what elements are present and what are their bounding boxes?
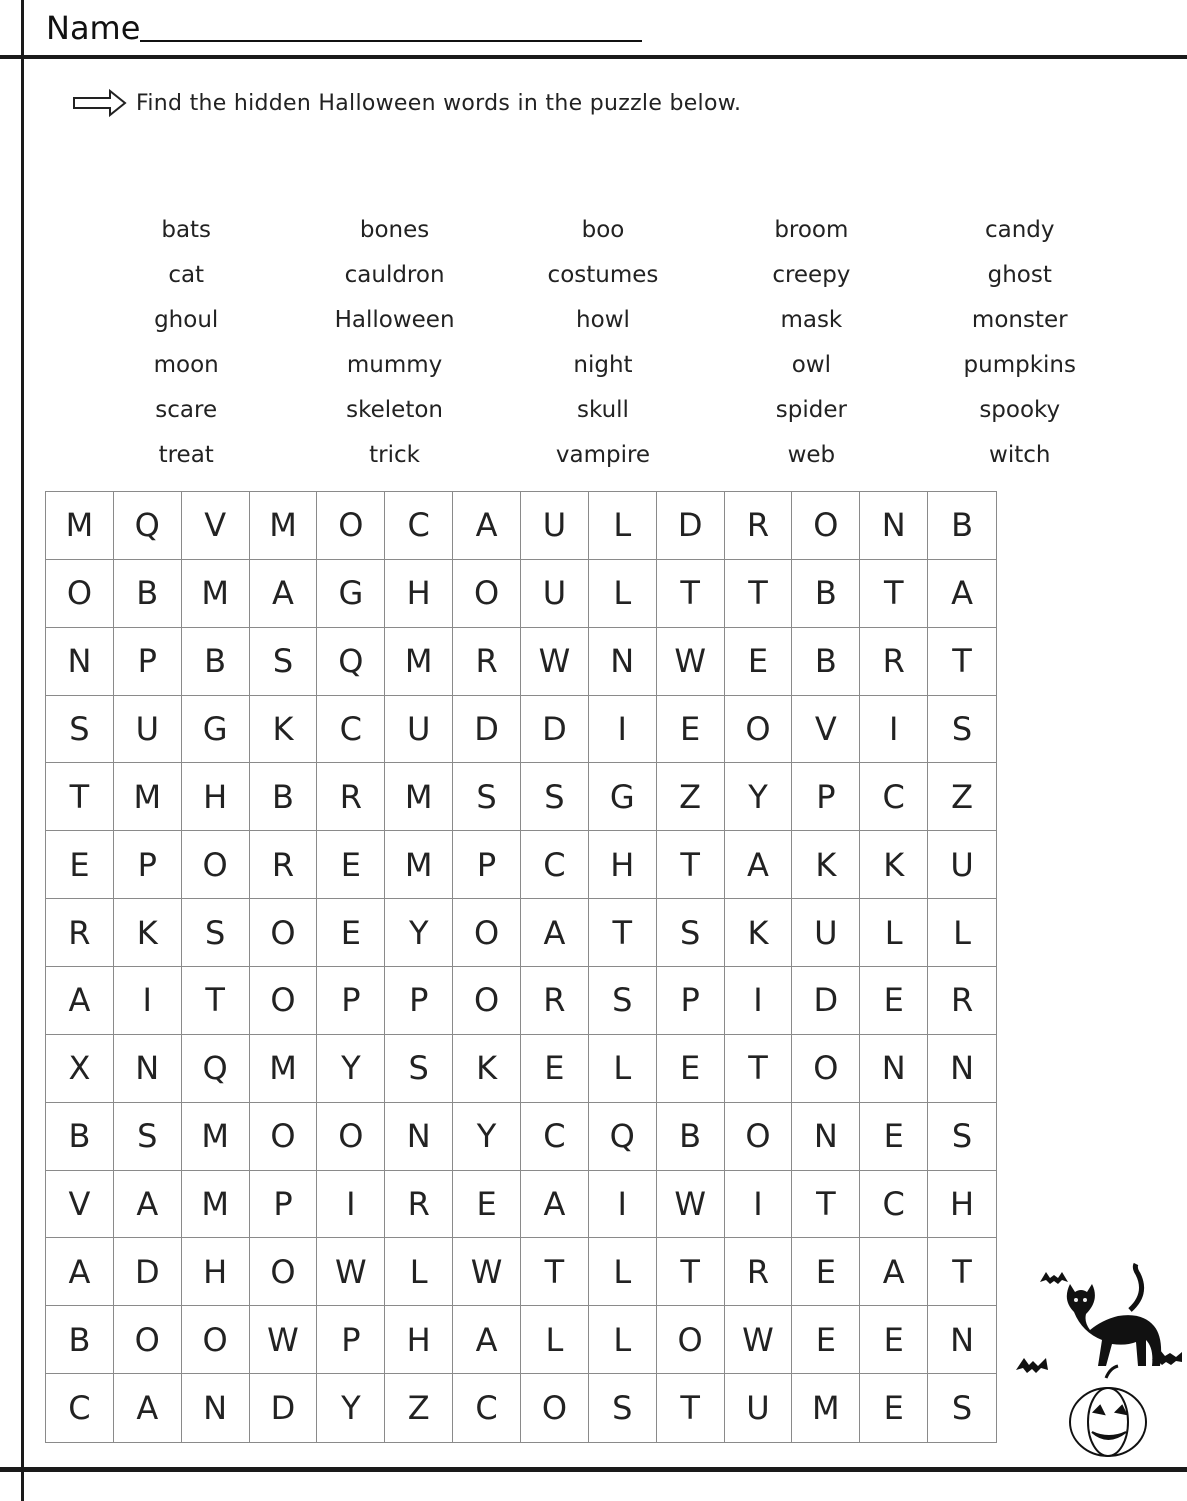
grid-cell[interactable]: L xyxy=(385,1238,453,1306)
grid-cell[interactable]: R xyxy=(860,628,928,696)
word-bank-item: cauldron xyxy=(344,262,445,288)
word-bank xyxy=(82,208,1124,478)
word-bank-item: spider xyxy=(775,397,847,423)
word-bank-item: ghoul xyxy=(154,307,219,333)
grid-cell[interactable]: S xyxy=(453,763,521,831)
word-bank-item: mummy xyxy=(346,352,443,378)
grid-cell[interactable]: S xyxy=(589,967,657,1035)
grid-cell[interactable]: R xyxy=(521,967,589,1035)
word-bank-item: creepy xyxy=(772,262,851,288)
grid-cell[interactable]: A xyxy=(725,831,793,899)
grid-cell[interactable]: I xyxy=(589,1171,657,1239)
grid-cell[interactable]: P xyxy=(317,967,385,1035)
grid-cell[interactable]: D xyxy=(792,967,860,1035)
left-margin-rule xyxy=(21,0,24,1501)
grid-cell[interactable]: M xyxy=(385,763,453,831)
word-bank-item: skeleton xyxy=(346,397,443,423)
grid-cell[interactable]: S xyxy=(521,763,589,831)
grid-cell[interactable]: E xyxy=(725,628,793,696)
grid-cell[interactable]: B xyxy=(792,560,860,628)
grid-cell[interactable]: T xyxy=(725,1035,793,1103)
grid-cell[interactable]: B xyxy=(792,628,860,696)
grid-cell[interactable]: W xyxy=(657,628,725,696)
grid-cell[interactable]: C xyxy=(860,1171,928,1239)
grid-cell[interactable]: L xyxy=(589,492,657,560)
grid-cell[interactable]: U xyxy=(521,492,589,560)
grid-cell[interactable]: S xyxy=(589,1374,657,1442)
grid-cell[interactable]: C xyxy=(46,1374,114,1442)
grid-cell[interactable]: Q xyxy=(114,492,182,560)
grid-cell[interactable]: P xyxy=(657,967,725,1035)
grid-cell[interactable]: A xyxy=(46,967,114,1035)
grid-cell[interactable]: W xyxy=(657,1171,725,1239)
grid-cell[interactable]: A xyxy=(453,1306,521,1374)
name-write-line[interactable] xyxy=(140,40,642,42)
grid-cell[interactable]: T xyxy=(657,831,725,899)
grid-cell[interactable]: I xyxy=(725,1171,793,1239)
word-bank-item: moon xyxy=(153,352,219,378)
grid-cell[interactable]: O xyxy=(792,1035,860,1103)
grid-cell[interactable]: N xyxy=(860,1035,928,1103)
grid-cell[interactable]: P xyxy=(114,628,182,696)
grid-cell[interactable]: T xyxy=(46,763,114,831)
grid-cell[interactable]: R xyxy=(725,1238,793,1306)
grid-cell[interactable]: S xyxy=(46,696,114,764)
grid-cell[interactable]: M xyxy=(385,628,453,696)
grid-cell[interactable]: P xyxy=(317,1306,385,1374)
name-label: Name xyxy=(46,9,141,47)
word-bank-item: boo xyxy=(581,217,625,243)
grid-cell[interactable]: K xyxy=(250,696,318,764)
grid-cell[interactable]: U xyxy=(385,696,453,764)
grid-cell[interactable]: A xyxy=(114,1374,182,1442)
grid-cell[interactable]: W xyxy=(250,1306,318,1374)
grid-cell[interactable]: E xyxy=(860,1306,928,1374)
word-bank-item: web xyxy=(787,442,836,468)
grid-cell[interactable]: I xyxy=(860,696,928,764)
grid-cell[interactable]: H xyxy=(385,560,453,628)
grid-cell[interactable]: P xyxy=(114,831,182,899)
grid-cell[interactable]: W xyxy=(453,1238,521,1306)
grid-cell[interactable]: O xyxy=(250,1103,318,1171)
grid-cell[interactable]: H xyxy=(928,1171,996,1239)
grid-cell[interactable]: K xyxy=(114,899,182,967)
grid-cell[interactable]: I xyxy=(725,967,793,1035)
name-field xyxy=(46,8,642,48)
grid-cell[interactable]: L xyxy=(521,1306,589,1374)
grid-cell[interactable]: I xyxy=(589,696,657,764)
grid-cell[interactable]: C xyxy=(385,492,453,560)
grid-cell[interactable]: O xyxy=(521,1374,589,1442)
grid-cell[interactable]: O xyxy=(46,560,114,628)
grid-cell[interactable]: R xyxy=(453,628,521,696)
word-bank-item: vampire xyxy=(555,442,651,468)
grid-cell[interactable]: H xyxy=(589,831,657,899)
grid-cell[interactable]: M xyxy=(46,492,114,560)
grid-cell[interactable]: D xyxy=(657,492,725,560)
grid-cell[interactable]: A xyxy=(250,560,318,628)
grid-cell[interactable]: E xyxy=(657,696,725,764)
grid-cell[interactable]: B xyxy=(182,628,250,696)
grid-cell[interactable]: N xyxy=(46,628,114,696)
grid-cell[interactable]: T xyxy=(725,560,793,628)
word-bank-item: skull xyxy=(577,397,629,423)
grid-cell[interactable]: M xyxy=(114,763,182,831)
grid-cell[interactable]: Z xyxy=(928,763,996,831)
grid-cell[interactable]: C xyxy=(453,1374,521,1442)
grid-cell[interactable]: K xyxy=(792,831,860,899)
grid-cell[interactable]: I xyxy=(114,967,182,1035)
grid-cell[interactable]: E xyxy=(317,899,385,967)
grid-cell[interactable]: V xyxy=(792,696,860,764)
grid-cell[interactable]: C xyxy=(317,696,385,764)
grid-cell[interactable]: T xyxy=(928,1238,996,1306)
word-bank-item: witch xyxy=(989,442,1051,468)
grid-cell[interactable]: O xyxy=(250,899,318,967)
bat-icon xyxy=(1040,1272,1068,1284)
grid-cell[interactable]: E xyxy=(860,1374,928,1442)
grid-cell[interactable]: S xyxy=(657,899,725,967)
grid-cell[interactable]: H xyxy=(385,1306,453,1374)
grid-cell[interactable]: O xyxy=(725,1103,793,1171)
word-bank-item: mask xyxy=(780,307,843,333)
grid-cell[interactable]: O xyxy=(317,492,385,560)
grid-cell[interactable]: E xyxy=(453,1171,521,1239)
grid-cell[interactable]: B xyxy=(657,1103,725,1171)
grid-cell[interactable]: E xyxy=(792,1238,860,1306)
grid-cell[interactable]: L xyxy=(589,1306,657,1374)
grid-cell[interactable]: N xyxy=(860,492,928,560)
grid-cell[interactable]: L xyxy=(589,560,657,628)
grid-cell[interactable]: M xyxy=(250,492,318,560)
grid-cell[interactable]: Z xyxy=(657,763,725,831)
grid-cell[interactable]: O xyxy=(453,967,521,1035)
grid-cell[interactable]: D xyxy=(114,1238,182,1306)
bat-icon xyxy=(1016,1358,1048,1373)
grid-cell[interactable]: O xyxy=(250,967,318,1035)
grid-cell[interactable]: T xyxy=(657,560,725,628)
grid-cell[interactable]: A xyxy=(453,492,521,560)
word-bank-item: bats xyxy=(161,217,212,243)
grid-cell[interactable]: M xyxy=(385,831,453,899)
grid-cell[interactable]: N xyxy=(928,1306,996,1374)
grid-cell[interactable]: N xyxy=(589,628,657,696)
grid-cell[interactable]: U xyxy=(725,1374,793,1442)
grid-cell[interactable]: R xyxy=(725,492,793,560)
black-cat-pumpkin-bats-illustration xyxy=(1012,1252,1187,1462)
grid-cell[interactable]: O xyxy=(453,899,521,967)
grid-cell[interactable]: R xyxy=(46,899,114,967)
grid-cell[interactable]: N xyxy=(114,1035,182,1103)
grid-cell[interactable]: W xyxy=(725,1306,793,1374)
grid-cell[interactable]: D xyxy=(250,1374,318,1442)
grid-cell[interactable]: T xyxy=(860,560,928,628)
grid-cell[interactable]: O xyxy=(453,560,521,628)
grid-cell[interactable]: G xyxy=(317,560,385,628)
grid-cell[interactable]: L xyxy=(589,1035,657,1103)
grid-cell[interactable]: Q xyxy=(589,1103,657,1171)
grid-cell[interactable]: R xyxy=(928,967,996,1035)
grid-cell[interactable]: O xyxy=(792,492,860,560)
grid-cell[interactable]: L xyxy=(928,899,996,967)
grid-cell[interactable]: P xyxy=(385,967,453,1035)
grid-cell[interactable]: C xyxy=(521,1103,589,1171)
grid-cell[interactable]: O xyxy=(725,696,793,764)
grid-cell[interactable]: B xyxy=(114,560,182,628)
grid-cell[interactable]: A xyxy=(860,1238,928,1306)
grid-cell[interactable]: P xyxy=(453,831,521,899)
word-bank-item: owl xyxy=(791,352,831,378)
word-bank-item: howl xyxy=(576,307,630,333)
grid-cell[interactable]: O xyxy=(250,1238,318,1306)
grid-cell[interactable]: S xyxy=(928,696,996,764)
word-bank-item: Halloween xyxy=(334,307,455,333)
grid-cell[interactable]: R xyxy=(250,831,318,899)
grid-cell[interactable]: X xyxy=(46,1035,114,1103)
grid-cell[interactable]: R xyxy=(317,763,385,831)
grid-cell[interactable]: C xyxy=(860,763,928,831)
word-bank-item: treat xyxy=(158,442,214,468)
grid-cell[interactable]: T xyxy=(657,1374,725,1442)
grid-cell[interactable]: W xyxy=(317,1238,385,1306)
grid-cell[interactable]: B xyxy=(46,1306,114,1374)
grid-cell[interactable]: I xyxy=(317,1171,385,1239)
grid-cell[interactable]: U xyxy=(521,560,589,628)
grid-cell[interactable]: M xyxy=(182,560,250,628)
grid-cell[interactable]: Z xyxy=(385,1374,453,1442)
grid-cell[interactable]: M xyxy=(250,1035,318,1103)
header-rule xyxy=(0,55,1187,59)
grid-cell[interactable]: P xyxy=(250,1171,318,1239)
grid-cell[interactable]: E xyxy=(860,1103,928,1171)
grid-cell[interactable]: N xyxy=(385,1103,453,1171)
black-cat-icon xyxy=(1067,1284,1161,1366)
instruction-text: Find the hidden Halloween words in the puzzle below. xyxy=(136,90,742,116)
grid-cell[interactable]: M xyxy=(182,1171,250,1239)
word-bank-item: bones xyxy=(359,217,430,243)
grid-cell[interactable]: U xyxy=(792,899,860,967)
grid-cell[interactable]: Q xyxy=(317,628,385,696)
grid-cell[interactable]: E xyxy=(521,1035,589,1103)
footer-rule xyxy=(0,1467,1187,1472)
grid-cell[interactable]: O xyxy=(182,831,250,899)
grid-cell[interactable]: K xyxy=(860,831,928,899)
grid-cell[interactable]: M xyxy=(792,1374,860,1442)
grid-cell[interactable]: U xyxy=(114,696,182,764)
grid-cell[interactable]: S xyxy=(182,899,250,967)
grid-cell[interactable]: E xyxy=(860,967,928,1035)
word-bank-item: spooky xyxy=(979,397,1061,423)
word-bank-item: broom xyxy=(774,217,849,243)
grid-cell[interactable]: E xyxy=(792,1306,860,1374)
grid-cell[interactable]: C xyxy=(521,831,589,899)
grid-cell[interactable]: Y xyxy=(317,1374,385,1442)
grid-cell[interactable]: T xyxy=(657,1238,725,1306)
grid-cell[interactable]: N xyxy=(792,1103,860,1171)
grid-cell[interactable]: B xyxy=(46,1103,114,1171)
grid-cell[interactable]: Q xyxy=(182,1035,250,1103)
grid-cell[interactable]: O xyxy=(182,1306,250,1374)
word-bank-item: scare xyxy=(155,397,218,423)
grid-cell[interactable]: S xyxy=(385,1035,453,1103)
grid-cell[interactable]: Y xyxy=(453,1103,521,1171)
grid-cell[interactable]: D xyxy=(521,696,589,764)
instruction-row xyxy=(72,88,741,118)
grid-cell[interactable]: L xyxy=(589,1238,657,1306)
word-bank-item: costumes xyxy=(547,262,659,288)
grid-cell[interactable]: A xyxy=(521,899,589,967)
grid-cell[interactable]: N xyxy=(928,1035,996,1103)
grid-cell[interactable]: R xyxy=(385,1171,453,1239)
word-bank-item: candy xyxy=(984,217,1055,243)
grid-cell[interactable]: H xyxy=(182,1238,250,1306)
grid-cell[interactable]: L xyxy=(860,899,928,967)
grid-cell[interactable]: W xyxy=(521,628,589,696)
word-bank-item: cat xyxy=(168,262,205,288)
jack-o-lantern-icon xyxy=(1070,1366,1146,1456)
grid-cell[interactable]: E xyxy=(46,831,114,899)
grid-cell[interactable]: A xyxy=(521,1171,589,1239)
grid-cell[interactable]: K xyxy=(725,899,793,967)
word-bank-item: monster xyxy=(971,307,1068,333)
word-bank-item: ghost xyxy=(987,262,1052,288)
right-arrow-icon xyxy=(72,88,128,118)
word-bank-item: pumpkins xyxy=(963,352,1076,378)
grid-cell[interactable]: Y xyxy=(725,763,793,831)
grid-cell[interactable]: S xyxy=(114,1103,182,1171)
grid-cell[interactable]: S xyxy=(250,628,318,696)
grid-cell[interactable]: Y xyxy=(317,1035,385,1103)
grid-cell[interactable]: M xyxy=(182,1103,250,1171)
grid-cell[interactable]: V xyxy=(182,492,250,560)
grid-cell[interactable]: T xyxy=(928,628,996,696)
grid-cell[interactable]: T xyxy=(182,967,250,1035)
grid-cell[interactable]: G xyxy=(182,696,250,764)
grid-cell[interactable]: P xyxy=(792,763,860,831)
grid-cell[interactable]: A xyxy=(46,1238,114,1306)
grid-cell[interactable]: O xyxy=(114,1306,182,1374)
word-search-grid xyxy=(45,491,997,1443)
grid-cell[interactable]: K xyxy=(453,1035,521,1103)
grid-cell[interactable]: U xyxy=(928,831,996,899)
grid-cell[interactable]: D xyxy=(453,696,521,764)
grid-cell[interactable]: S xyxy=(951,1389,973,1428)
grid-cell[interactable]: T xyxy=(521,1238,589,1306)
grid-cell[interactable]: E xyxy=(657,1035,725,1103)
grid-cell[interactable]: B xyxy=(250,763,318,831)
grid-cell[interactable]: T xyxy=(792,1171,860,1239)
grid-cell[interactable]: A xyxy=(928,560,996,628)
grid-cell[interactable]: O xyxy=(317,1103,385,1171)
grid-cell[interactable]: S xyxy=(928,1103,996,1171)
grid-cell[interactable]: O xyxy=(657,1306,725,1374)
grid-cell[interactable]: Y xyxy=(385,899,453,967)
grid-cell[interactable]: V xyxy=(46,1171,114,1239)
grid-cell[interactable]: E xyxy=(317,831,385,899)
grid-cell[interactable]: T xyxy=(589,899,657,967)
grid-cell[interactable]: H xyxy=(182,763,250,831)
grid-cell[interactable]: G xyxy=(589,763,657,831)
grid-cell[interactable]: A xyxy=(114,1171,182,1239)
grid-cell[interactable]: N xyxy=(182,1374,250,1442)
word-bank-item: night xyxy=(573,352,633,378)
grid-cell[interactable]: B xyxy=(928,492,996,560)
word-bank-item: trick xyxy=(369,442,420,468)
